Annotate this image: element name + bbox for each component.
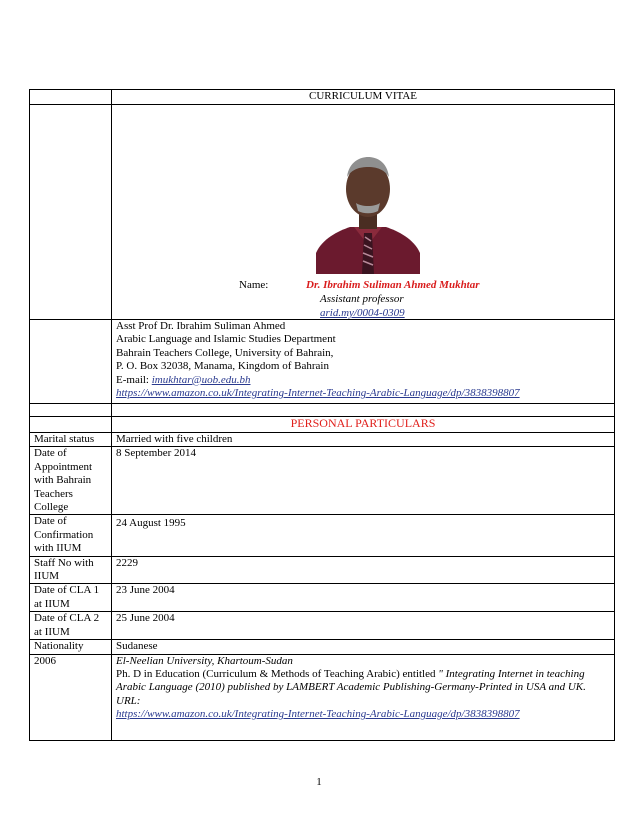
row-label: Date of CLA 2 at IIUM	[30, 612, 112, 640]
email-label: E-mail:	[116, 373, 152, 386]
address-line: Bahrain Teachers College, University of Bahrain,	[116, 346, 334, 359]
name-label: Name:	[239, 279, 269, 291]
row-label: Date of Confirmation with IIUM	[30, 515, 112, 556]
degree-prefix: Ph. D in Education (Curriculum & Methods of Teaching Arabic) entitled	[116, 667, 436, 680]
cv-table	[29, 89, 615, 741]
address-line: Asst Prof Dr. Ibrahim Suliman Ahmed	[116, 320, 286, 332]
row-value: 24 August 1995	[112, 515, 615, 556]
row-value: 2229	[112, 556, 615, 584]
education-year: 2006	[30, 654, 112, 740]
blank-cell	[30, 404, 112, 417]
address-cell	[112, 320, 615, 404]
blank-cell	[112, 404, 615, 417]
row-label: Date of CLA 1 at IIUM	[30, 584, 112, 612]
amazon-link[interactable]: https://www.amazon.co.uk/Integrating-Internet-Teaching-Arabic-Language/dp/3838398807	[116, 387, 520, 400]
row-value: 23 June 2004	[112, 584, 615, 612]
row-label: Staff No with IIUM	[30, 556, 112, 584]
row-label: Marital status	[30, 433, 112, 447]
row-label: Date of Appointment with Bahrain Teachers College	[30, 447, 112, 515]
education-degree	[116, 668, 610, 695]
email-link[interactable]: imukhtar@uob.edu.bh	[151, 373, 251, 386]
address-left-cell	[30, 320, 112, 404]
row-value: Married with five children	[112, 433, 615, 447]
section-left-cell	[30, 417, 112, 433]
title-left-cell	[30, 90, 112, 105]
page-number: 1	[316, 776, 322, 788]
education-institution: El-Neelian University, Khartoum-Sudan	[116, 654, 293, 667]
row-value: 25 June 2004	[112, 612, 615, 640]
address-line: Arabic Language and Islamic Studies Department	[116, 333, 336, 346]
photo-left-cell	[30, 105, 112, 320]
person-name: Dr. Ibrahim Suliman Ahmed Mukhtar	[306, 279, 480, 291]
profile-cell	[112, 105, 615, 320]
row-value: Sudanese	[112, 640, 615, 654]
degree-title: " Integrating Internet in teaching Arabic Language (2010) published by LAMBERT Academic Publishing-Germany-Printed in USA and UK.	[116, 667, 586, 694]
url-label: URL:	[116, 694, 141, 707]
row-label: Nationality	[30, 640, 112, 654]
email-line	[116, 374, 610, 387]
row-value: 8 September 2014	[112, 447, 615, 515]
section-title: PERSONAL PARTICULARS	[112, 417, 615, 433]
address-line: P. O. Box 32038, Manama, Kingdom of Bahrain	[116, 360, 329, 373]
job-title: Assistant professor	[320, 293, 404, 305]
education-cell	[112, 654, 615, 740]
cv-title: CURRICULUM VITAE	[112, 90, 615, 105]
profile-photo	[316, 141, 420, 274]
orcid-link[interactable]: arid.my/0004-0309	[320, 307, 405, 319]
education-url-link[interactable]: https://www.amazon.co.uk/Integrating-Internet-Teaching-Arabic-Language/dp/3838398807	[116, 708, 520, 721]
